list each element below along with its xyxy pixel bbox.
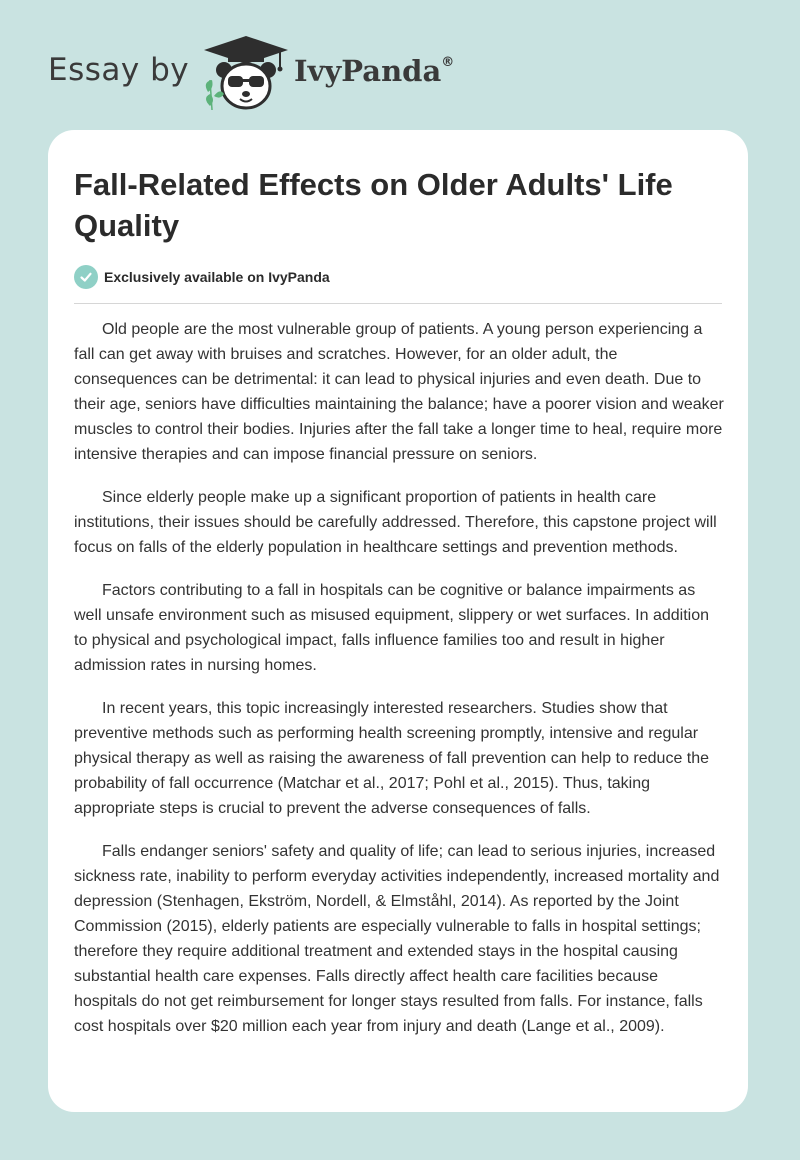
paragraph: In recent years, this topic increasingly interested researchers. Studies show that preventive methods such as performing health screening promptly, intensive and regular physical therapy as well as raising the awareness of fall prevention can help to reduce the probability of fall occurrence (Matchar et al., 2017; Pohl et al., 2015). Thus, taking appropriate steps is crucial to prevent the adverse consequences of falls.: [74, 700, 710, 817]
paragraph: Falls endanger seniors' safety and quality of life; can lead to serious injuries, increased sickness rate, inability to perform everyday activities independently, increased mortality and depression (Stenhagen, Ekström, Nordell, & Elmståhl, 2014). As reported by the Joint Commission (2015), elderly patients are especially vulnerable to falls in hospital settings; therefore they require additional treatment and extended stays in the hospital causing substantial health care expenses. Falls directly affect health care facilities because hospitals do not get reimbursement for longer stays resulted from falls. For instance, falls cost hospitals over $20 million each year from injury and death (Lange et al., 2009).: [74, 843, 720, 1035]
brand-logo-text[interactable]: [294, 54, 454, 88]
essay-card: [48, 130, 748, 1112]
registered-mark: ®: [441, 55, 455, 71]
check-icon: [74, 265, 98, 289]
paragraph: Old people are the most vulnerable group of patients. A young person experiencing a fall can get away with bruises and scratches. However, for an older adult, the consequences can be detrimental: it can lead to physical injuries and even death. Due to their age, seniors have difficulties maintaining the balance; have a poorer vision and weaker muscles to control their bodies. Injuries after the fall take a longer time to heal, require more intensive therapies and can impose financial pressure on seniors.: [74, 321, 724, 463]
exclusive-badge-text: Exclusively available on IvyPanda: [104, 269, 330, 285]
panda-graduate-icon: [200, 34, 292, 112]
paragraph: Since elderly people make up a significant proportion of patients in health care institutions, their issues should be carefully addressed. Therefore, this capstone project will focus on falls of the elderly population in healthcare settings and prevention methods.: [74, 489, 717, 556]
divider: [74, 303, 722, 304]
essay-title: Fall-Related Effects on Older Adults' Life Quality: [74, 167, 673, 243]
brand-name: IvyPanda: [294, 54, 442, 88]
essay-body: [74, 317, 724, 1057]
exclusive-badge: [74, 264, 330, 290]
paragraph: Factors contributing to a fall in hospitals can be cognitive or balance impairments as well unsafe environment such as misused equipment, slippery or wet surfaces. In addition to physical and psychological impact, falls influence families too and result in higher admission rates in nursing homes.: [74, 582, 709, 674]
page-header: [0, 0, 800, 130]
essay-by-label: Essay by: [48, 52, 190, 88]
